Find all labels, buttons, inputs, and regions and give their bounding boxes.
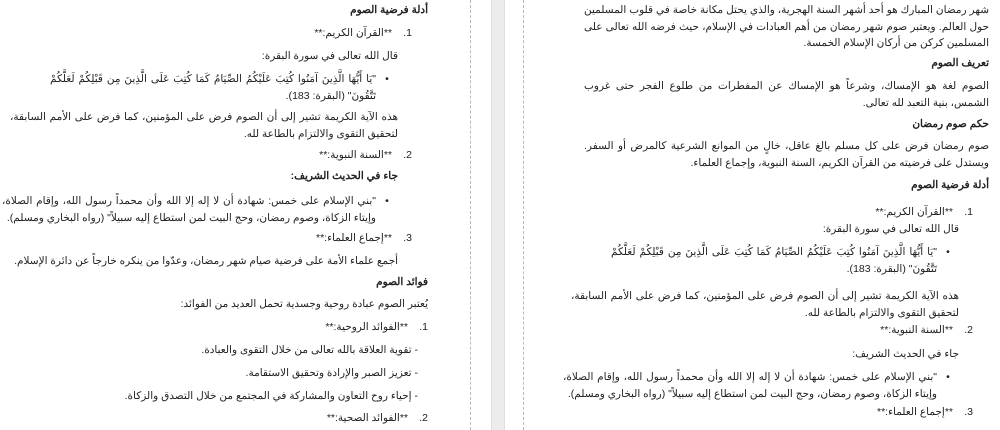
list-number: 1. (419, 321, 428, 333)
list-item-text: **إجماع العلماء:** (877, 406, 953, 418)
list-number: 3. (403, 232, 412, 244)
paragraph-hadith: جاء في الحديث الشريف: (852, 348, 959, 360)
bullet-icon: • (946, 371, 950, 383)
heading-hadith: جاء في الحديث الشريف: (290, 170, 398, 182)
list-item-text: **السنة النبوية:** (880, 324, 953, 336)
document-page-left (0, 0, 471, 430)
bullet-hadith (563, 369, 959, 402)
heading-definition: تعريف الصوم (931, 57, 989, 69)
page-gap (491, 0, 505, 430)
benefit-line-3: - إحياء روح التعاون والمشاركة في المجتمع من خلال التصدق والزكاة. (124, 390, 418, 402)
list-number: 1. (403, 27, 412, 39)
paragraph-verse-explanation: هذه الآية الكريمة تشير إلى أن الصوم فرض على المؤمنين، كما فرض على الأمم السابقة، لتحقيق التقوى والالتزام بالطاعة لله. (10, 111, 398, 140)
list-item-quran (673, 204, 973, 221)
list-item-text: **السنة النبوية:** (319, 149, 392, 161)
list-number: 2. (419, 412, 428, 424)
benefit-line-1: - تقوية العلاقة بالله تعالى من خلال التقوى والعبادة. (201, 344, 418, 356)
list-number: 1. (964, 206, 973, 218)
paragraph-benefits: يُعتبر الصوم عبادة روحية وجسدية تحمل العديد من الفوائد: (180, 298, 428, 310)
list-item-text: **القرآن الكريم:** (875, 206, 953, 218)
bullet-hadith (2, 193, 398, 226)
list-number: 2. (403, 149, 412, 161)
bullet-icon: • (946, 246, 950, 258)
bullet-icon: • (385, 195, 389, 207)
paragraph-quran: قال الله تعالى في سورة البقرة: (261, 50, 398, 62)
list-item-text: **إجماع العلماء:** (316, 232, 392, 244)
list-item-health (128, 410, 428, 427)
list-item-sunnah (673, 322, 973, 339)
heading-ruling: حكم صوم رمضان (912, 118, 989, 130)
list-item-text: **القرآن الكريم:** (314, 27, 392, 39)
paragraph-ruling: صوم رمضان فرض على كل مسلم بالغ عاقل، خالٍ من الموانع الشرعية كالمرض أو السفر. ويستدل على فرضيته من القرآن الكريم، السنة النبوية، وإجماع العلماء. (584, 140, 989, 169)
list-item-ijma (673, 404, 973, 421)
list-item-sunnah (112, 147, 412, 164)
list-number: 3. (964, 406, 973, 418)
paragraph-intro: شهر رمضان المبارك هو أحد أشهر السنة الهجرية، والذي يحتل مكانة خاصة في قلوب المسلمين حول العالم. ويعتبر صوم شهر رمضان من أهم العبادات في الإسلام، حيث فرضه الله تعالى على المسلمين كركن من أركان الإسلام الخمسة. (584, 4, 989, 49)
benefit-line-2: - تعزيز الصبر والإرادة وتحقيق الاستقامة. (245, 367, 418, 379)
bullet-verse (611, 244, 959, 277)
bullet-verse (50, 71, 398, 104)
list-number: 2. (964, 324, 973, 336)
list-item-ijma (112, 230, 412, 247)
hadith-text: "بني الإسلام على خمس: شهادة أن لا إله إلا الله وأن محمداً رسول الله، وإقام الصلاة، وإيتاء الزكاة، وصوم رمضان، وحج البيت لمن استطاع إليه سبيلاً" (رواه البخاري ومسلم). (2, 195, 376, 224)
heading-evidence: أدلة فرضية الصوم (911, 179, 989, 191)
heading-evidence: أدلة فرضية الصوم (350, 4, 428, 16)
heading-benefits: فوائد الصوم (376, 276, 428, 288)
verse-text: "يَا أَيُّهَا الَّذِينَ آمَنُوا كُتِبَ عَلَيْكُمُ الصِّيَامُ كَمَا كُتِبَ عَلَى الَّذِينَ مِن قَبْلِكُمْ لَعَلَّكُمْ تَتَّقُونَ" (البقرة: 183). (611, 246, 937, 275)
paragraph-quran: قال الله تعالى في سورة البقرة: (822, 223, 959, 235)
paragraph-verse-explanation: هذه الآية الكريمة تشير إلى أن الصوم فرض على المؤمنين، كما فرض على الأمم السابقة، لتحقيق التقوى والالتزام بالطاعة لله. (571, 290, 959, 319)
bullet-icon: • (385, 73, 389, 85)
list-item-spiritual (128, 319, 428, 336)
paragraph-ijma: أجمع علماء الأمة على فرضية صيام شهر رمضان، وعدّوا من ينكره خارجاً عن دائرة الإسلام. (14, 255, 398, 267)
list-item-text: **الفوائد الروحية:** (325, 321, 408, 333)
paragraph-definition: الصوم لغة هو الإمساك، وشرعاً هو الإمساك عن المفطرات من طلوع الفجر حتى غروب الشمس، بنية التعبد لله تعالى. (584, 80, 989, 109)
hadith-text: "بني الإسلام على خمس: شهادة أن لا إله إلا الله وأن محمداً رسول الله، وإقام الصلاة، وإيتاء الزكاة، وصوم رمضان، وحج البيت لمن استطاع إليه سبيلاً" (رواه البخاري ومسلم). (563, 371, 937, 400)
list-item-quran (112, 25, 412, 42)
verse-text: "يَا أَيُّهَا الَّذِينَ آمَنُوا كُتِبَ عَلَيْكُمُ الصِّيَامُ كَمَا كُتِبَ عَلَى الَّذِينَ مِن قَبْلِكُمْ لَعَلَّكُمْ تَتَّقُونَ" (البقرة: 183). (50, 73, 376, 102)
document-page-right (523, 0, 1000, 430)
list-item-text: **الفوائد الصحية:** (326, 412, 408, 424)
